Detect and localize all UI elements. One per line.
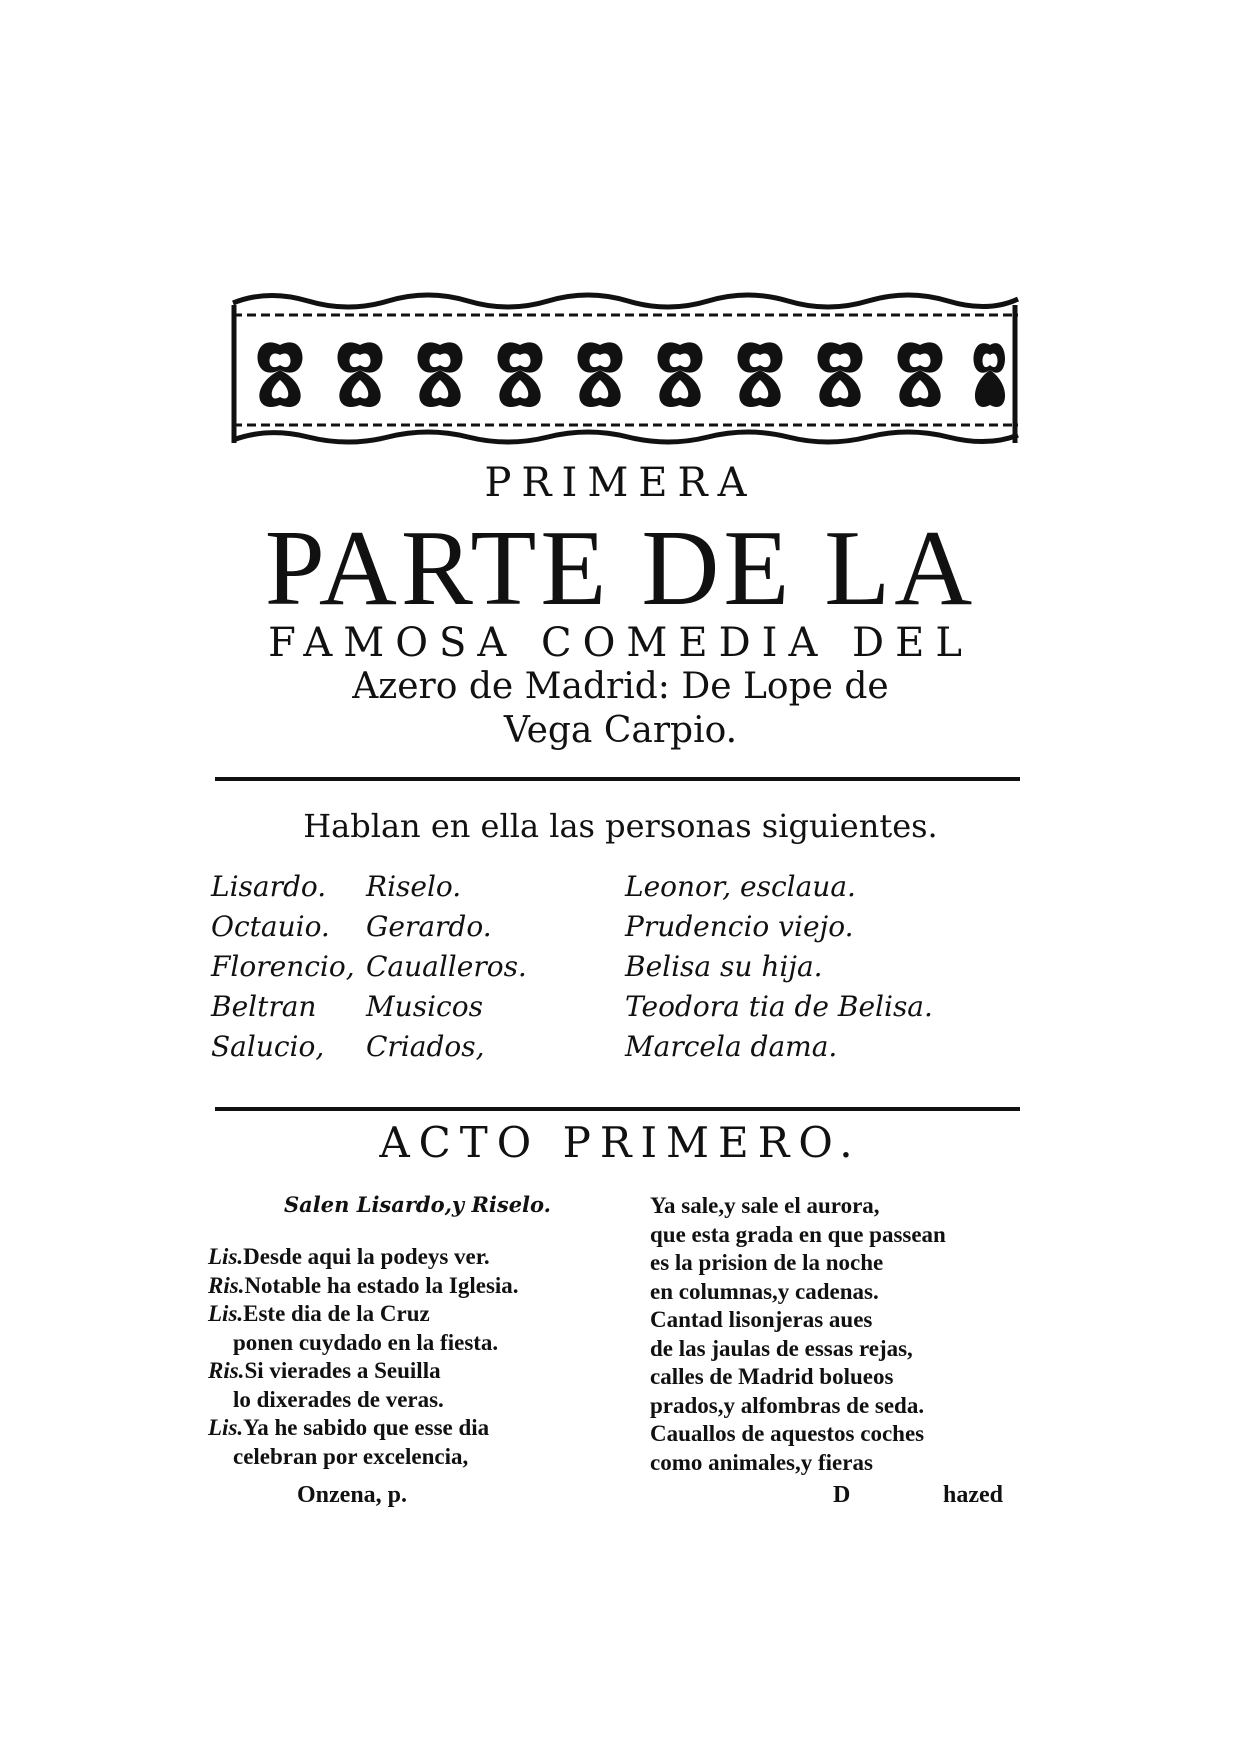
verse-line: como animales,y fieras (650, 1449, 873, 1475)
catchword: hazed (943, 1482, 1003, 1508)
cast-name: Leonor, esclaua. (625, 870, 856, 903)
cast-list-column-2 (366, 867, 527, 1067)
cast-name: Riselo. (366, 870, 462, 903)
verse-line: es la prision de la noche (650, 1250, 884, 1275)
verse-line: calles de Madrid bolueos (650, 1364, 894, 1389)
verse-line: Ya sale,y sale el aurora, (650, 1193, 880, 1218)
verse-line (208, 1243, 519, 1272)
cast-name: Caualleros. (366, 950, 527, 983)
cast-name: Lisardo. (211, 870, 327, 903)
speaker-label: Ris. (208, 1358, 245, 1383)
cast-name: Florencio, (211, 950, 355, 983)
cast-name: Musicos (366, 990, 483, 1023)
verse-line (208, 1443, 519, 1472)
title-line-famosa-comedia: FAMOSA COMEDIA DEL (268, 620, 973, 666)
verse-text: Ya he sabido que esse dia (243, 1415, 490, 1440)
verse-text: Desde aqui la podeys ver. (243, 1244, 490, 1269)
signature-mark: D (833, 1482, 851, 1508)
verse-text: ponen cuydado en la fiesta. (233, 1329, 499, 1355)
cast-name: Gerardo. (366, 910, 492, 943)
cast-name: Marcela dama. (625, 1030, 838, 1063)
cast-name: Teodora tia de Belisa. (625, 990, 933, 1023)
cast-name: Salucio, (211, 1030, 325, 1063)
title-line-azero-de-madrid: Azero de Madrid: De Lope de (352, 666, 889, 707)
verse-text: Notable ha estado la Iglesia. (244, 1272, 519, 1298)
verse-line: Cantad lisonjeras aues (650, 1307, 873, 1332)
verse-line (208, 1272, 519, 1301)
verse-column-right (650, 1192, 946, 1477)
speaker-label: Lis. (208, 1415, 244, 1440)
cast-name: Beltran (211, 990, 317, 1023)
personas-heading: Hablan en ella las personas siguientes. (303, 807, 938, 845)
cast-list-column-3 (625, 867, 933, 1067)
verse-text: Si vierades a Seuilla (244, 1358, 441, 1383)
verse-text: celebran por excelencia, (233, 1443, 469, 1469)
verse-line: de las jaulas de essas rejas, (650, 1335, 913, 1361)
verse-line (208, 1414, 519, 1443)
cast-name: Criados, (366, 1030, 485, 1063)
horizontal-rule (215, 1107, 1020, 1111)
verse-line: en columnas,y cadenas. (650, 1278, 879, 1304)
verse-line (208, 1329, 519, 1358)
verse-line: que esta grada en que passean (650, 1221, 946, 1247)
verse-text: lo dixerades de veras. (233, 1386, 444, 1412)
signature-note: Onzena, p. (297, 1482, 408, 1508)
title-line-primera: PRIMERA (484, 460, 757, 506)
horizontal-rule (215, 777, 1020, 781)
verse-text: Este dia de la Cruz (243, 1301, 430, 1326)
cast-name: Octauio. (211, 910, 330, 943)
verse-line (208, 1357, 519, 1386)
act-heading: ACTO PRIMERO. (379, 1118, 862, 1167)
title-line-vega-carpio: Vega Carpio. (503, 710, 738, 751)
speaker-label: Lis. (208, 1244, 244, 1269)
speaker-label: Lis. (208, 1301, 244, 1326)
cast-name: Prudencio viejo. (625, 910, 854, 943)
speaker-label: Ris. (208, 1272, 245, 1298)
cast-name: Belisa su hija. (625, 950, 823, 983)
verse-line (208, 1300, 519, 1329)
ornament-band-icon (228, 285, 1021, 453)
verse-line: Cauallos de aquestos coches (650, 1421, 925, 1446)
title-line-parte-de-la: PARTE DE LA (264, 509, 977, 628)
verse-column-left (208, 1243, 519, 1471)
stage-direction: Salen Lisardo,y Riselo. (284, 1192, 551, 1217)
verse-line (208, 1386, 519, 1415)
cast-list-column-1 (211, 867, 355, 1067)
verse-line: prados,y alfombras de seda. (650, 1392, 925, 1418)
